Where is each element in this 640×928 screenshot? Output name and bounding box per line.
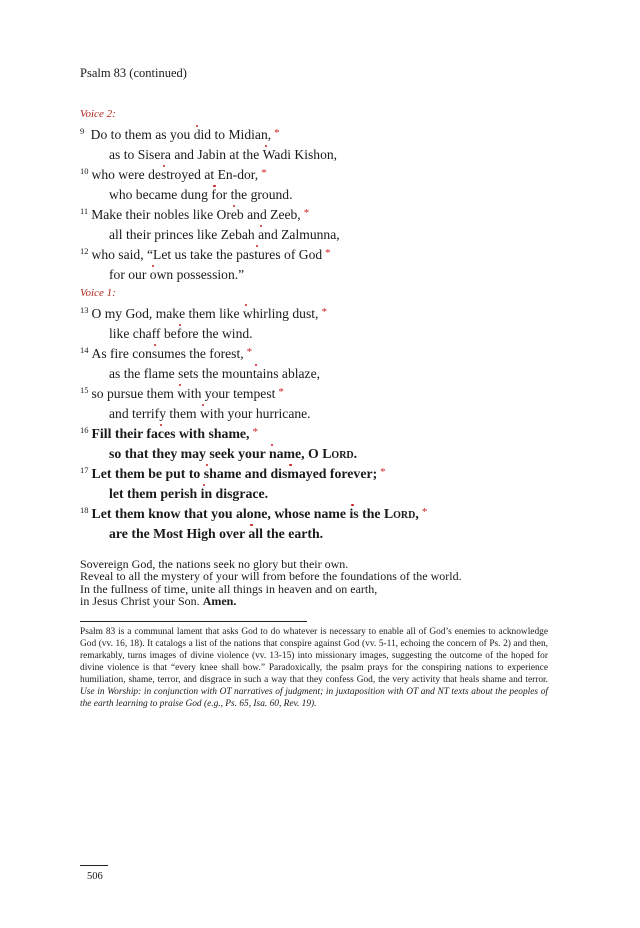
pointing-mark: c bbox=[157, 426, 165, 441]
pointing-mark: n bbox=[268, 446, 277, 461]
divine-name: Lord bbox=[383, 506, 416, 521]
page-number: 506 bbox=[87, 871, 103, 882]
pointing-mark: s bbox=[151, 346, 158, 361]
asterisk-mark: * bbox=[246, 346, 253, 358]
verse-number: 9 bbox=[80, 126, 85, 136]
pointing-mark: m bbox=[287, 466, 299, 481]
pointing-mark: f bbox=[176, 326, 182, 341]
verse-number: 11 bbox=[80, 206, 89, 216]
voice-1-label: Voice 1: bbox=[80, 287, 116, 299]
verse-number: 14 bbox=[80, 345, 89, 355]
verse-13: $^{13}$ O my God, make them like whirling dust, * like chaff before the wind. bbox=[80, 305, 327, 341]
verse-number: 15 bbox=[80, 385, 89, 395]
divine-name: Lord bbox=[322, 446, 354, 461]
verse-11: $^{11}$ Make their nobles like Oreb and Zeeb, * all their princes like Zebah and Zalmunna, bbox=[80, 206, 340, 242]
asterisk-mark: * bbox=[325, 247, 331, 259]
pointing-mark: i bbox=[349, 506, 354, 521]
running-header: Psalm 83 (continued) bbox=[80, 66, 187, 80]
amen: Amen. bbox=[202, 593, 237, 608]
pointing-mark: s bbox=[160, 167, 167, 182]
verse-12: $^{12}$ who said, “Let us take the pastures of God * for our own possession.” bbox=[80, 246, 331, 282]
pointing-mark: i bbox=[200, 486, 205, 501]
pointing-mark: a bbox=[248, 526, 256, 541]
verse-10: $^{10}$ who were destroyed at En-dor, * who became dung for the ground. bbox=[80, 166, 293, 202]
asterisk-mark: * bbox=[278, 386, 284, 398]
footnote-rule bbox=[80, 621, 307, 622]
pointing-mark: f bbox=[211, 187, 216, 202]
pointing-mark: t bbox=[252, 366, 257, 381]
asterisk-mark: * bbox=[380, 466, 386, 478]
pointing-mark: w bbox=[177, 386, 188, 401]
asterisk-mark: * bbox=[252, 426, 259, 438]
pointing-mark: o bbox=[149, 267, 157, 282]
asterisk-mark: * bbox=[421, 506, 428, 518]
pointing-mark: d bbox=[193, 127, 201, 142]
use-in-worship: Use in Worship: in conjunction with OT narratives of judgment; in juxtaposition with OT and NT texts about the peoples of the earth learning to praise God (e.g., Ps. 65, Isa. 60, Rev. 19). bbox=[80, 687, 548, 709]
verse-number: 13 bbox=[80, 305, 89, 315]
folio-rule bbox=[80, 865, 108, 866]
verse-14: $^{14}$ As fire consumes the forest, * as the flame sets the mountains ablaze, bbox=[80, 345, 321, 381]
verse-number: 17 bbox=[80, 465, 89, 475]
asterisk-mark: * bbox=[274, 127, 280, 139]
asterisk-mark: * bbox=[303, 207, 310, 219]
prayer-line: In the fullness of time, unite all things in heaven and on earth, bbox=[80, 581, 378, 596]
pointing-mark: s bbox=[203, 466, 210, 481]
prayer-line: in Jesus Christ your Son. Amen. bbox=[80, 593, 237, 608]
pointing-mark: w bbox=[242, 306, 253, 321]
prayer-line: Sovereign God, the nations seek no glory but their own. bbox=[80, 557, 349, 571]
pointing-mark: a bbox=[258, 227, 265, 242]
prayer-line: Reveal to all the mystery of your will from before the foundations of the world. bbox=[80, 569, 462, 584]
pointing-mark: t bbox=[254, 247, 258, 262]
pointing-mark: W bbox=[262, 147, 275, 162]
asterisk-mark: * bbox=[261, 167, 267, 179]
verse-number: 10 bbox=[80, 166, 89, 176]
verse-17: $^{17}$ Let them be put to shame and dismayed forever; * let them perish in disgrace. bbox=[80, 465, 386, 501]
pointing-mark: w bbox=[199, 406, 210, 421]
asterisk-mark: * bbox=[321, 306, 327, 318]
verse-number: 18 bbox=[80, 505, 89, 515]
verse-number: 12 bbox=[80, 246, 89, 256]
verse-15: $^{15}$ so pursue them with your tempest * and terrify them with your hurricane. bbox=[80, 385, 311, 421]
voice-2-label: Voice 2: bbox=[80, 108, 116, 120]
verse-9: $^9$ Do to them as you did to Midian, * as to Sisera and Jabin at the Wadi Kishon, bbox=[80, 126, 338, 162]
verse-16: $^{16}$ Fill their faces with shame, * so that they may seek your name, O Lord. bbox=[80, 425, 358, 461]
commentary-note: Psalm 83 is a communal lament that asks God to do whatever is necessary to enable all of God’s enemies to acknowledge God (vv. 16, 18). It catalogs a list of the nations that conspire against God (vv. 5-11, echoing the concern of Ps. 2) and then, remarkably, turns images of divine violence (vv. 13-15) into missionary images, suggesting the outcome of the hoped for divine violence is that “every knee shall bow.” Paradoxically, the psalm prays for the conspiring nations to experience humiliation, shame, terror, and disgrace in such a way that they confess God, the very activity that heals shame and terror. Use in Worship: in conjunction with OT narratives of judgment; in juxtaposition with OT and NT texts about the peoples of the earth learning to praise God (e.g., Ps. 65, Isa. 60, Rev. 19). bbox=[80, 627, 548, 709]
verse-18: $^{18}$ Let them know that you alone, whose name is the Lord, * are the Most High over all the earth. bbox=[80, 505, 428, 541]
verse-number: 16 bbox=[80, 425, 89, 435]
psalm-prayer bbox=[80, 558, 462, 607]
pointing-mark: e bbox=[230, 207, 237, 222]
